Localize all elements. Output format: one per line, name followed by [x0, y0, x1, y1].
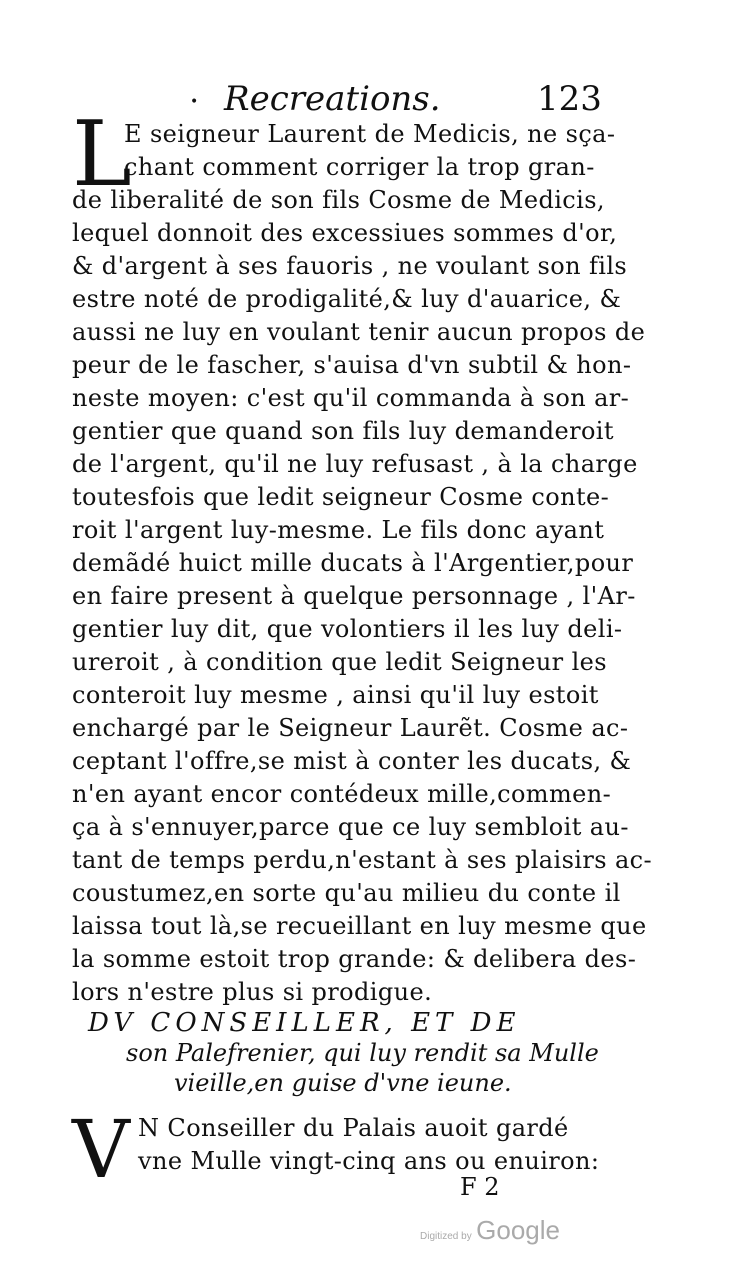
text-line: laissa tout là,se recueillant en luy mesme que	[72, 912, 647, 940]
text-line: ceptant l'offre,se mist à conter les ducats, &	[72, 747, 632, 775]
text-line: la somme estoit trop grande: & delibera des-	[72, 945, 637, 973]
text-line: estre noté de prodigalité,& luy d'auarice, &	[72, 285, 622, 313]
text-line: peur de le fascher, s'auisa d'vn subtil & hon-	[72, 351, 632, 379]
text-line: gentier que quand son fils luy demanderoit	[72, 417, 614, 445]
story2-heading	[88, 1008, 618, 1098]
text-line: N Conseiller du Palais auoit gardé	[138, 1114, 569, 1142]
text-line: chant comment corriger la trop gran-	[124, 153, 595, 181]
heading-line: son Palefrenier, qui luy rendit sa Mulle	[126, 1039, 599, 1067]
text-line: lors n'estre plus si prodigue.	[72, 978, 433, 1006]
text-line: neste moyen: c'est qu'il commanda à son ar-	[72, 384, 630, 412]
text-line: en faire present à quelque personnage , l'Ar-	[72, 582, 636, 610]
drop-cap-v: V	[72, 1103, 130, 1196]
text-line: enchargé par le Seigneur Laurẽt. Cosme ac-	[72, 714, 629, 742]
text-line: de l'argent, qu'il ne luy refusast , à la charge	[72, 450, 638, 478]
running-title: Recreations.	[224, 79, 441, 119]
text-line: ureroit , à condition que ledit Seigneur les	[72, 648, 607, 676]
watermark-small: Digitized by	[420, 1231, 472, 1242]
text-line: tant de temps perdu,n'estant à ses plaisirs ac-	[72, 846, 653, 874]
text-line: conteroit luy mesme , ainsi qu'il luy estoit	[72, 681, 599, 709]
drop-cap-l: L	[72, 102, 132, 207]
page-number: 123	[537, 79, 602, 119]
text-line: E seigneur Laurent de Medicis, ne sça-	[124, 120, 616, 148]
text-line: n'en ayant encor contédeux mille,commen-	[72, 780, 612, 808]
printer-mark: •	[190, 94, 199, 110]
text-line: toutesfois que ledit seigneur Cosme conte-	[72, 483, 610, 511]
digitized-watermark	[420, 1215, 560, 1246]
text-line: gentier luy dit, que volontiers il les luy deli-	[72, 615, 623, 643]
heading-line: vieille,en guise d'vne ieune.	[174, 1069, 512, 1097]
text-line: ça à s'ennuyer,parce que ce luy sembloit au-	[72, 813, 629, 841]
text-line: roit l'argent luy-mesme. Le fils donc ayant	[72, 516, 605, 544]
text-line: & d'argent à ses fauoris , ne voulant son fils	[72, 252, 628, 280]
text-line: coustumez,en sorte qu'au milieu du conte il	[72, 879, 621, 907]
story1-text	[72, 102, 653, 1009]
text-line: de liberalité de son fils Cosme de Medicis,	[72, 186, 605, 214]
text-line: demãdé huict mille ducats à l'Argentier,pour	[72, 549, 634, 577]
heading-line: DV CONSEILLER, ET DE	[88, 1008, 521, 1038]
story2-text	[138, 1112, 598, 1178]
text-line: vne Mulle vingt-cinq ans ou enuiron:	[138, 1147, 600, 1175]
text-line: lequel donnoit des excessiues sommes d'or,	[72, 219, 618, 247]
text-line: aussi ne luy en voulant tenir aucun propos de	[72, 318, 646, 346]
watermark-logo: Google	[476, 1215, 560, 1245]
signature-mark: F 2	[460, 1173, 500, 1201]
